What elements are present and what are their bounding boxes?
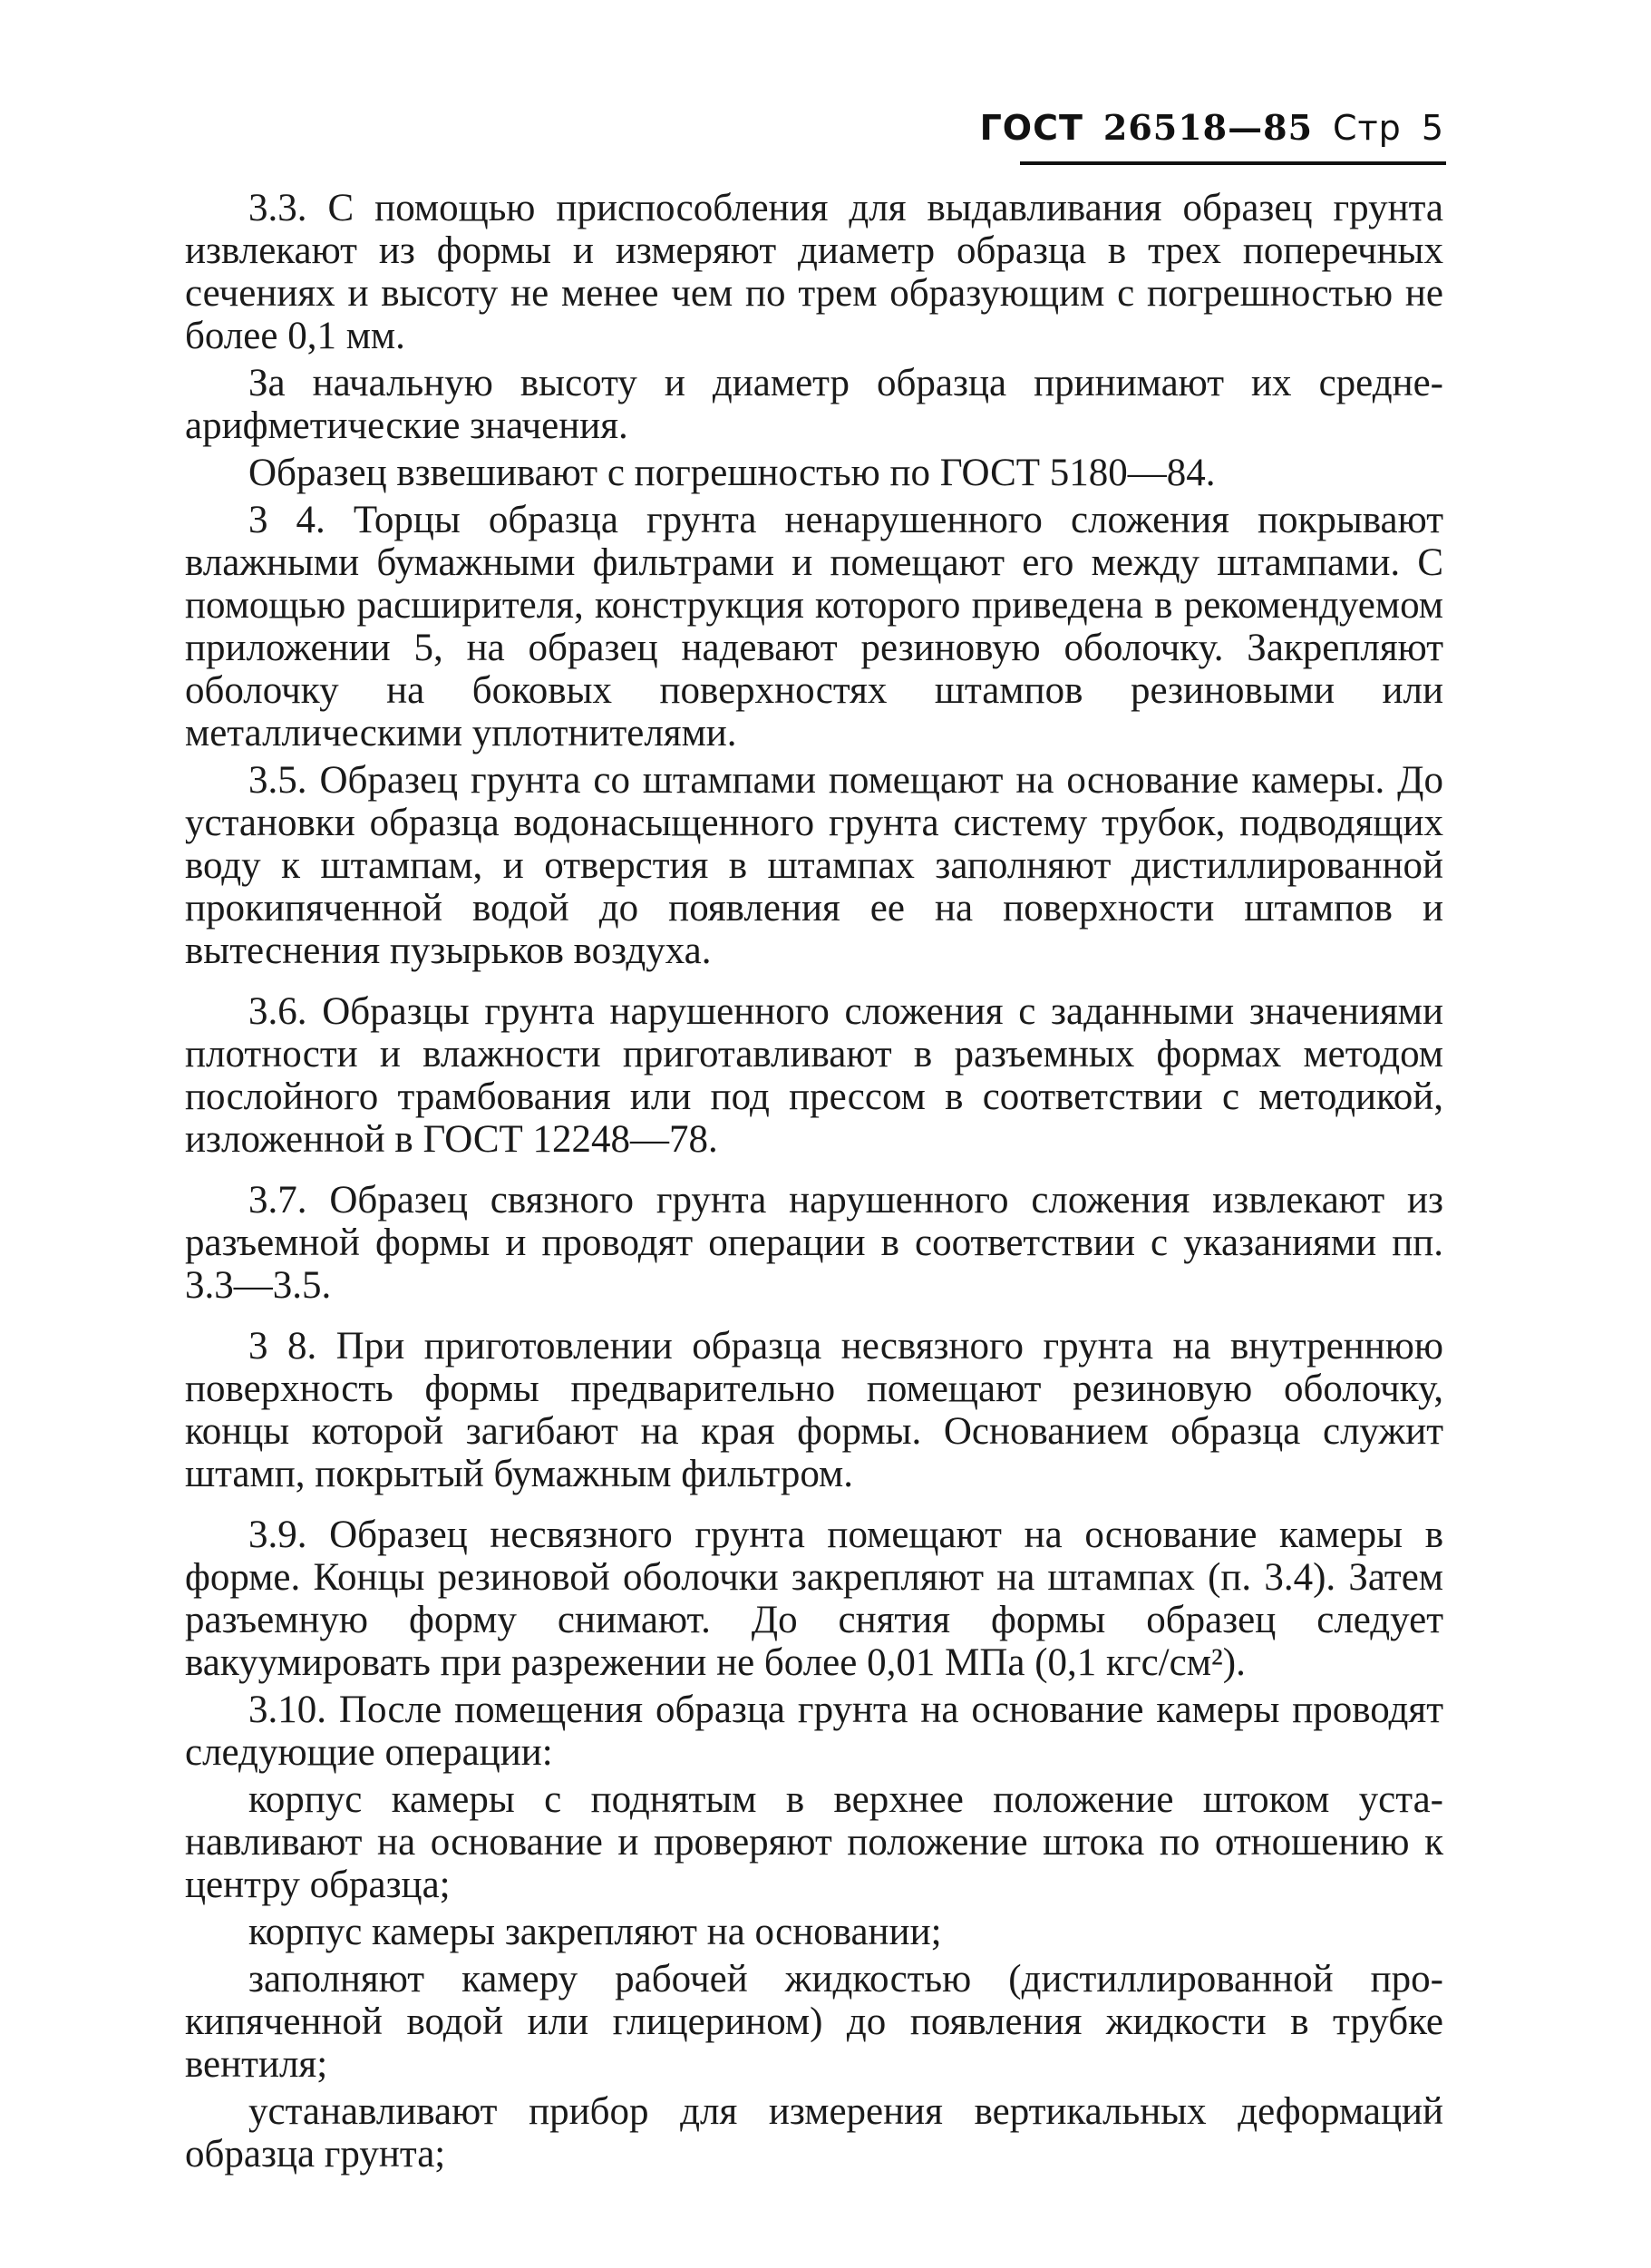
header-rule <box>1020 161 1446 165</box>
paragraph-3-7: 3.7. Образец связного грунта нарушенного сложения извлекают из разъемной формы и проводят операции в соответствии с указаниями пп. 3.3—3.5. <box>185 1179 1443 1307</box>
list-item-fix-chamber: корпус камеры закрепляют на основании; <box>248 1911 942 1953</box>
paragraph-3-6: 3.6. Образцы грунта нарушенного сложения с заданными значениями плотности и влажности приготавливают в разъемных формах методом послойного трамбования или под прессом в соответствии с методикой, изложенной в ГОСТ 12248—78. <box>185 990 1443 1161</box>
paragraph-3-8: 3 8. При приготовлении образца несвязного грунта на внутреннюю поверхность формы предварительно помещают резиновую оболочку, концы которой загибают на края формы. Основанием образца служит штамп, покрытый бумажным фильтром. <box>185 1325 1443 1495</box>
paragraph-3-3: 3.3. С помощью приспособления для выдавливания образец грунта извлекают из формы и измеряют диаметр образца в трех поперечных сечениях и высоту не менее чем по трем образующим с погрешностью не более 0,1 мм. <box>185 187 1443 357</box>
paragraph-3-3-mean: За начальную высоту и диаметр образца принимают их среднеарифметические значения. <box>185 362 1443 447</box>
paragraph-3-10: 3.10. После помещения образца грунта на основание камеры проводят следующие операции: <box>185 1689 1443 1774</box>
page-number: 5 <box>1421 108 1444 148</box>
paragraph-3-5: 3.5. Образец грунта со штампами помещают на основание камеры. До установки образца водонасыщенного грунта систему трубок, подводящих воду к штампам, и отверстия в штампах заполняют дистиллированной прокипяченной водой до появления ее на поверхности штампов и вытеснения пузырьков воздуха. <box>185 759 1443 972</box>
document-body <box>185 187 1443 2180</box>
list-item-fill-chamber: заполняют камеру рабочей жидкостью (дистиллированной прокипяченной водой или глицерином) до появления жидкости в трубке вентиля; <box>185 1958 1443 2086</box>
list-item-install-gauge: устанавливают прибор для измерения вертикальных деформаций образца грунта; <box>185 2090 1443 2176</box>
page-label: Стр <box>1333 108 1402 148</box>
standard-number: 26518—85 <box>1102 107 1314 148</box>
standard-label: ГОСТ <box>979 108 1083 148</box>
paragraph-3-9: 3.9. Образец несвязного грунта помещают на основание камеры в форме. Концы резиновой оболочки закрепляют на штампах (п. 3.4). Затем разъемную форму снимают. До снятия формы образец следует вакуумировать при разрежении не более 0,01 МПа (0,1 кгс/см²). <box>185 1514 1443 1684</box>
paragraph-3-4: 3 4. Торцы образца грунта ненарушенного сложения покрывают влажными бумажными фильтрами и помещают его между штампами. С помощью расширителя, конструкция которого приведена в рекомендуемом приложении 5, на образец надевают резиновую оболочку. Закрепляют оболочку на боковых поверхностях штампов резиновыми или металлическими уплотнителями. <box>185 499 1443 754</box>
page-header <box>960 107 1444 148</box>
paragraph-3-3-weigh: Образец взвешивают с погрешностью по ГОСТ 5180—84. <box>248 452 1216 494</box>
list-item-chamber-body: корпус камеры с поднятым в верхнее положение штоком устанавливают на основание и проверяют положение штока по отношению к центру образца; <box>185 1778 1443 1906</box>
